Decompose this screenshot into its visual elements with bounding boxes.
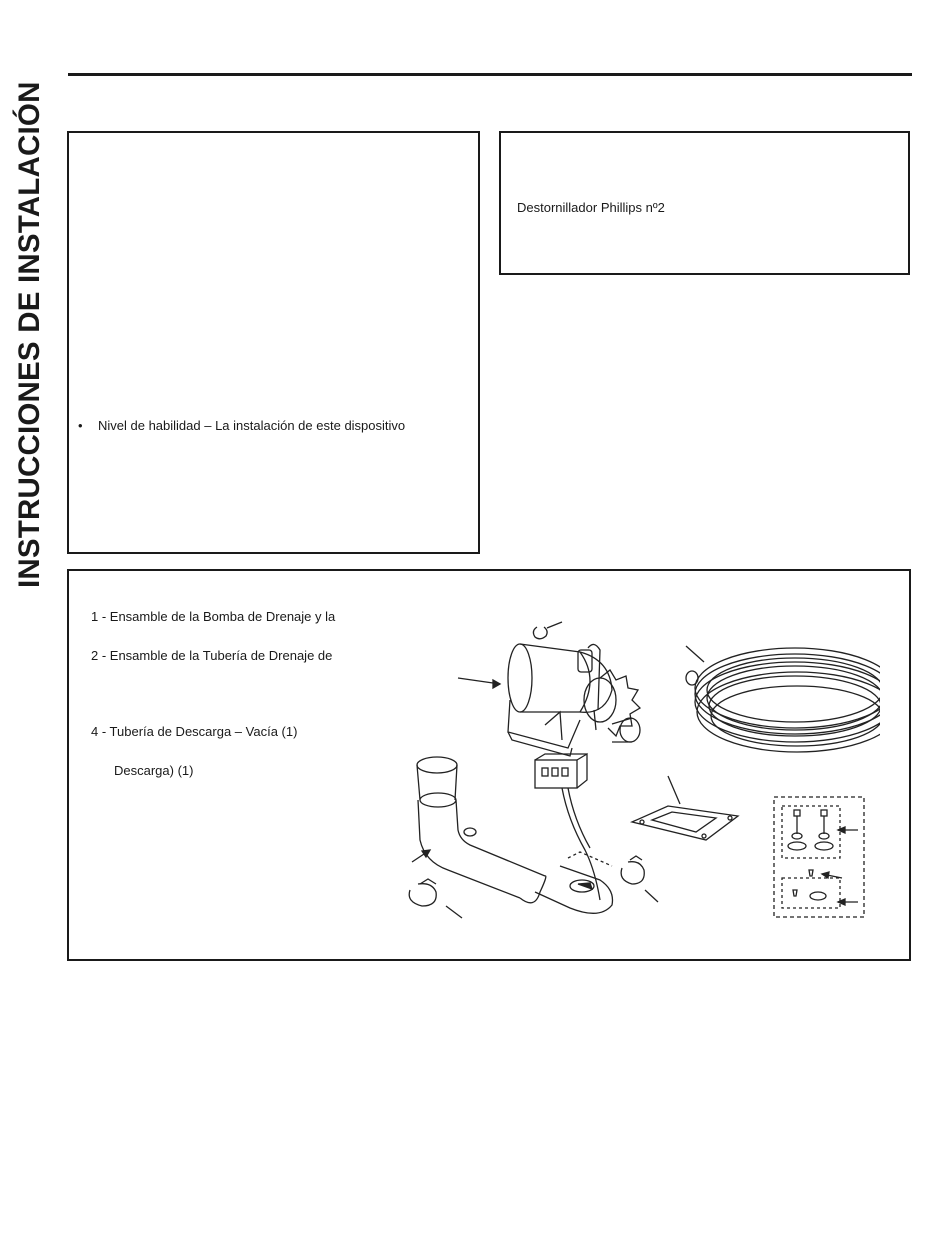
part-item-1: 1 - Ensamble de la Bomba de Drenaje y la <box>91 609 336 624</box>
screw-kit-icon <box>774 797 864 917</box>
sidebar-title: INSTRUCCIONES DE INSTALACIÓN <box>13 81 46 588</box>
coiled-hose-icon <box>686 646 880 752</box>
part-item-4-cont: Descarga) (1) <box>114 763 194 778</box>
tool-phillips-screwdriver: Destornillador Phillips nº2 <box>517 200 665 215</box>
part-item-2: 2 - Ensamble de la Tubería de Drenaje de <box>91 648 333 663</box>
hose-clamp-icon <box>409 856 658 918</box>
connector-icon <box>535 754 600 900</box>
parts-illustration <box>400 600 880 935</box>
skill-level-text: Nivel de habilidad – La instalación de este dispositivo <box>98 418 406 433</box>
requirements-box <box>67 131 480 554</box>
part-item-4: 4 - Tubería de Descarga – Vacía (1) <box>91 724 298 739</box>
header-rule <box>68 73 912 76</box>
gasket-plate-icon <box>632 776 738 840</box>
drain-pump-icon <box>458 644 640 756</box>
clamp-icon <box>533 622 562 639</box>
bullet-marker: • <box>78 418 83 433</box>
drain-tube-icon <box>412 757 613 913</box>
